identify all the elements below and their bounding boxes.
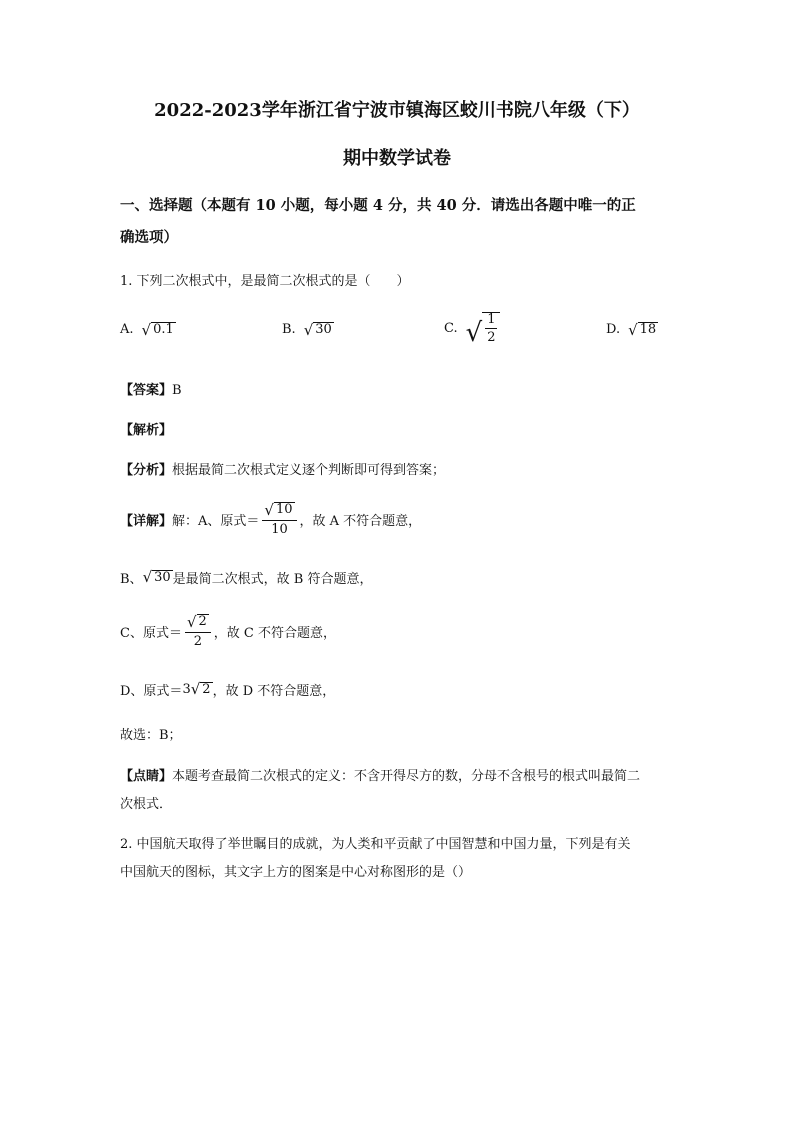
sqrt-expression: √ 0.1	[141, 320, 174, 339]
choose-line: 故选：B；	[120, 728, 182, 743]
answer-line	[120, 379, 182, 398]
sqrt-expression: √ 18	[628, 320, 657, 339]
option-label: B.	[282, 322, 296, 338]
option-label: D.	[606, 322, 621, 338]
q1-stem: 1. 下列二次根式中，是最简二次根式的是（ ）	[120, 274, 410, 289]
option-label: A.	[120, 322, 134, 338]
fraction	[262, 502, 296, 538]
coefficient: 3	[182, 682, 191, 697]
detail-line-b	[120, 568, 373, 587]
detail-line-c	[120, 614, 336, 650]
denominator: 2	[193, 634, 203, 650]
detail-c-prefix: C、原式＝	[120, 626, 182, 642]
q2-stem-line1: 2. 中国航天取得了举世瞩目的成就，为人类和平贡献了中国智慧和中国力量，下列是有关	[120, 837, 631, 852]
fenxi-line	[120, 459, 445, 478]
q1-option-d	[606, 322, 658, 338]
numerator	[262, 502, 296, 521]
detail-d-prefix: D、原式＝	[120, 684, 183, 699]
dianjing-line1	[120, 765, 640, 784]
detail-b-suffix: 是最简二次根式，故 B 符合题意，	[172, 572, 373, 587]
sqrt-expression: √ 30	[303, 320, 332, 339]
fenxi-text: 根据最简二次根式定义逐个判断即可得到答案；	[172, 463, 446, 478]
detail-b-prefix: B、	[120, 572, 143, 587]
radicand: 18	[639, 322, 657, 337]
fraction	[185, 614, 211, 650]
sqrt-expression: √ 2	[186, 612, 207, 631]
denominator: 10	[271, 522, 288, 538]
numerator: 1	[485, 313, 497, 329]
dianjing-line2: 次根式．	[120, 797, 173, 812]
q1-option-b	[282, 322, 334, 338]
sqrt-fraction-expression: √ $\frac{1}{2}$	[466, 312, 501, 346]
radicand: 10	[275, 502, 293, 517]
option-label: C.	[444, 321, 458, 337]
radicand: 2	[202, 681, 211, 697]
q1-option-a	[120, 322, 176, 338]
radicand: 30	[154, 569, 171, 585]
radicand: 0.1	[153, 322, 174, 337]
answer-value: B	[172, 383, 182, 398]
detail-a-prefix: 解：A、原式＝	[172, 514, 260, 530]
detail-line-a	[120, 502, 421, 538]
fenxi-tag: 【分析】	[120, 463, 173, 478]
radicand: 30	[315, 322, 332, 337]
detail-d-suffix: ，故 D 不符合题意，	[212, 684, 336, 699]
detail-tag: 【详解】	[120, 514, 173, 530]
answer-tag: 【答案】	[120, 383, 173, 398]
radicand-fraction	[482, 312, 500, 346]
dianjing-tag: 【点睛】	[120, 769, 173, 784]
doc-title-line1: 2022-2023学年浙江省宁波市镇海区蛟川书院八年级（下）	[154, 100, 640, 121]
numerator	[185, 614, 211, 633]
doc-title-line2: 期中数学试卷	[343, 148, 451, 169]
q2-stem-line2: 中国航天的图标，其文字上方的图案是中心对称图形的是（）	[120, 865, 472, 880]
section-heading-line1: 一、选择题（本题有 10 小题，每小题 4 分，共 40 分．请选出各题中唯一的正	[120, 197, 636, 214]
sqrt-expression: √ 30	[142, 568, 171, 587]
section-heading-line2: 确选项）	[120, 229, 178, 246]
sqrt-expression: √ 10	[264, 500, 293, 519]
q1-option-c	[444, 312, 500, 346]
analysis-tag: 【解析】	[120, 423, 173, 438]
radicand: 2	[198, 614, 207, 629]
detail-a-suffix: ，故 A 不符合题意，	[299, 514, 422, 530]
denominator: 2	[487, 330, 496, 346]
detail-c-suffix: ，故 C 不符合题意，	[213, 626, 337, 642]
sqrt-expression: √ 2	[190, 680, 211, 699]
detail-line-d	[120, 680, 335, 699]
dianjing-text: 本题考查最简二次根式的定义：不含开得尽方的数，分母不含根号的根式叫最简二	[172, 769, 641, 784]
fraction	[485, 313, 497, 346]
